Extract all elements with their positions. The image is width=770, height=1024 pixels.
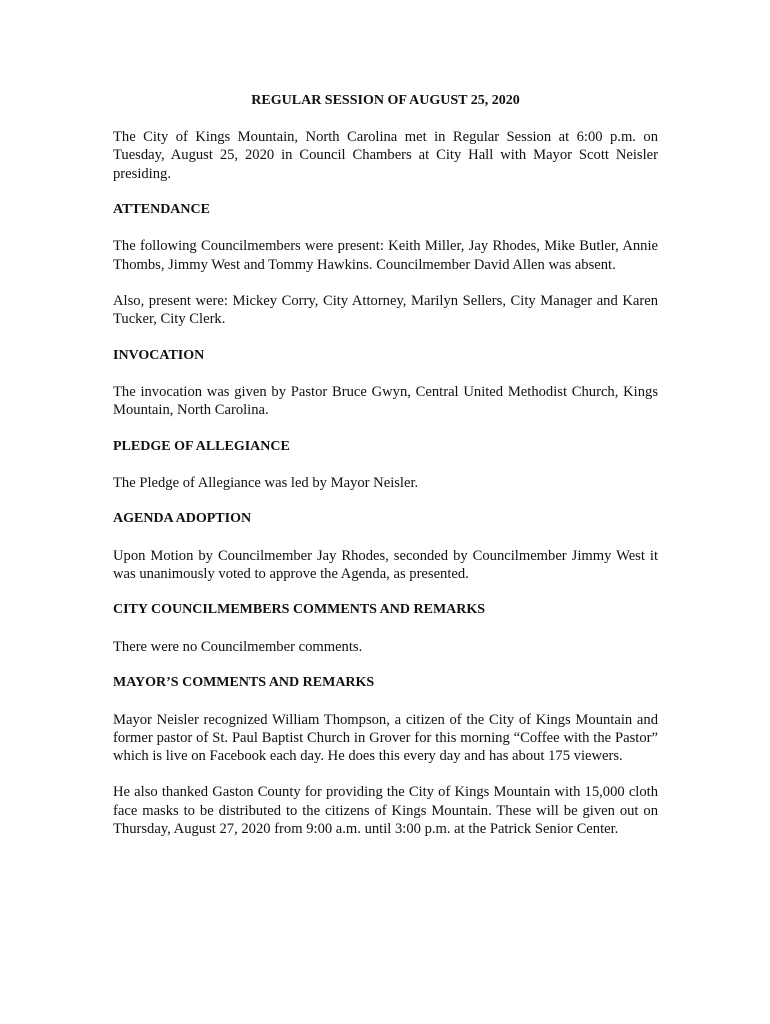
intro-paragraph: The City of Kings Mountain, North Carolina met in Regular Session at 6:00 p.m. on Tuesday, August 25, 2020 in Council Chambers at City Hall with Mayor Scott Neisler presiding. xyxy=(113,129,658,182)
mayor-comments-paragraph-2: He also thanked Gaston County for providing the City of Kings Mountain with 15,000 cloth face masks to be distributed to the citizens of Kings Mountain. These will be given out on Thursday, August 27, 2020 from 9:00 a.m. until 3:00 p.m. at the Patrick Senior Center. xyxy=(113,784,658,837)
attendance-also-present-paragraph: Also, present were: Mickey Corry, City Attorney, Marilyn Sellers, City Manager and Karen Tucker, City Clerk. xyxy=(113,292,658,328)
agenda-paragraph: Upon Motion by Councilmember Jay Rhodes, seconded by Councilmember Jimmy West it was unanimously voted to approve the Agenda, as presented. xyxy=(113,547,658,582)
attendance-present-paragraph: The following Councilmembers were present: Keith Miller, Jay Rhodes, Mike Butler, Annie Thombs, Jimmy West and Tommy Hawkins. Councilmember David Allen was absent. xyxy=(113,238,658,273)
attendance-heading: ATTENDANCE xyxy=(113,202,210,217)
mayor-comments-paragraph-1: Mayor Neisler recognized William Thompson, a citizen of the City of Kings Mountain and former pastor of St. Paul Baptist Church in Grover for this morning “Coffee with the Pastor” which is live on Facebook each day. He does this every day and has about 175 viewers. xyxy=(113,711,658,764)
pledge-heading: PLEDGE OF ALLEGIANCE xyxy=(113,438,290,454)
mayor-comments-heading: MAYOR’S COMMENTS AND REMARKS xyxy=(113,675,375,691)
document-page xyxy=(113,92,658,856)
pledge-paragraph: The Pledge of Allegiance was led by Mayor Neisler. xyxy=(113,474,419,491)
council-comments-heading: CITY COUNCILMEMBERS COMMENTS AND REMARKS xyxy=(113,602,486,618)
invocation-paragraph: The invocation was given by Pastor Bruce Gwyn, Central United Methodist Church, Kings Mountain, North Carolina. xyxy=(113,383,658,419)
document-title: REGULAR SESSION OF AUGUST 25, 2020 xyxy=(251,93,520,108)
invocation-heading: INVOCATION xyxy=(113,347,205,363)
agenda-heading: AGENDA ADOPTION xyxy=(113,511,252,527)
council-comments-paragraph: There were no Councilmember comments. xyxy=(113,638,363,655)
